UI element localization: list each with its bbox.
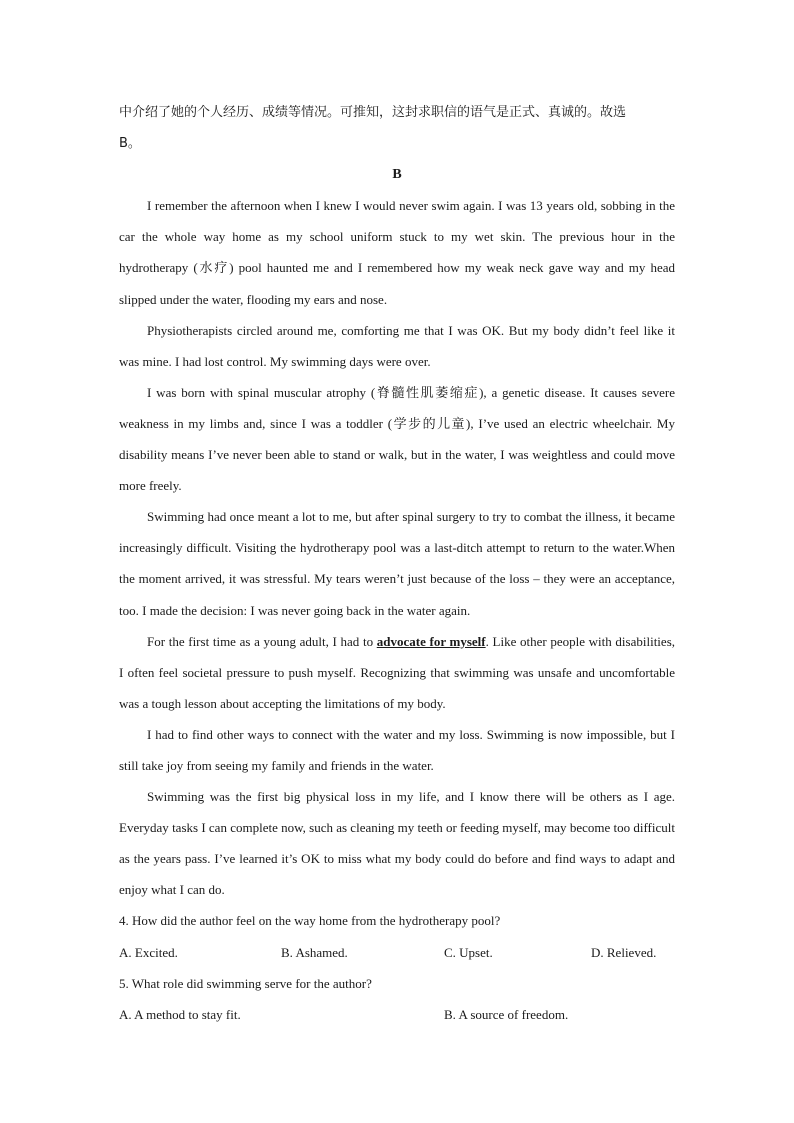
highlighted-phrase: advocate for myself <box>376 633 486 649</box>
question-4-option-c: C. Upset. <box>444 944 493 960</box>
passage-paragraph-5 <box>119 626 675 719</box>
question-5-options <box>119 999 675 1030</box>
question-5-option-b: B. A source of freedom. <box>444 1006 569 1022</box>
question-4-option-d: D. Relieved. <box>591 944 657 960</box>
intro-line-2: B。 <box>119 136 141 152</box>
passage-paragraph-6: I had to find other ways to connect with the water and my loss. Swimming is now impossible, but I still take joy from seeing my family and friends in the water. <box>119 726 675 773</box>
passage-paragraph-3: I was born with spinal muscular atrophy (脊髓性肌萎缩症), a genetic disease. It causes severe weakness in my limbs and, since I was a toddler (学步的儿童), I’ve used an electric wheelchair. My disability means I’ve never been able to stand or walk, but in the water, I was weightless and could move more freely. <box>119 384 675 494</box>
section-label: B <box>392 167 402 183</box>
paragraph-5-start: For the first time as a young adult, I had to <box>147 633 377 649</box>
paragraph-5-end: . Like other people with disabilities, I often feel societal pressure to push myself. Recognizing that swimming was unsafe and uncomfortable was a tough lesson about accepting the limitations of my body. <box>119 633 675 711</box>
document-content <box>119 97 675 1030</box>
question-5-stem: 5. What role did swimming serve for the author? <box>119 975 372 991</box>
passage-paragraph-2: Physiotherapists circled around me, comforting me that I was OK. But my body didn’t feel like it was mine. I had lost control. My swimming days were over. <box>119 322 675 369</box>
question-4-option-b: B. Ashamed. <box>281 944 348 960</box>
passage-paragraph-4: Swimming had once meant a lot to me, but after spinal surgery to try to combat the illness, it became increasingly difficult. Visiting the hydrotherapy pool was a last-ditch attempt to return to the water.When the moment arrived, it was stressful. My tears weren’t just because of the loss – they were an acceptance, too. I made the decision: I was never going back in the water again. <box>119 509 675 618</box>
question-4-options <box>119 937 675 968</box>
question-4-stem: 4. How did the author feel on the way home from the hydrotherapy pool? <box>119 913 501 929</box>
question-4-option-a: A. Excited. <box>119 944 178 960</box>
intro-line-1: 中介绍了她的个人经历、成绩等情况。可推知，这封求职信的语气是正式、真诚的。故选 <box>119 105 627 120</box>
passage-paragraph-7: Swimming was the first big physical loss in my life, and I know there will be others as I age. Everyday tasks I can complete now, such as cleaning my teeth or feeding myself, may become too difficult as the years pass. I’ve learned it’s OK to miss what my body could do before and find ways to adapt and enjoy what I can do. <box>119 789 675 898</box>
question-5-option-a: A. A method to stay fit. <box>119 1006 241 1022</box>
passage-paragraph-1: I remember the afternoon when I knew I would never swim again. I was 13 years old, sobbing in the car the whole way home as my school uniform stuck to my wet skin. The previous hour in the hydrotherapy (水疗) pool haunted me and I remembered how my weak neck gave way and my head slipped under the water, flooding my ears and nose. <box>119 198 675 307</box>
